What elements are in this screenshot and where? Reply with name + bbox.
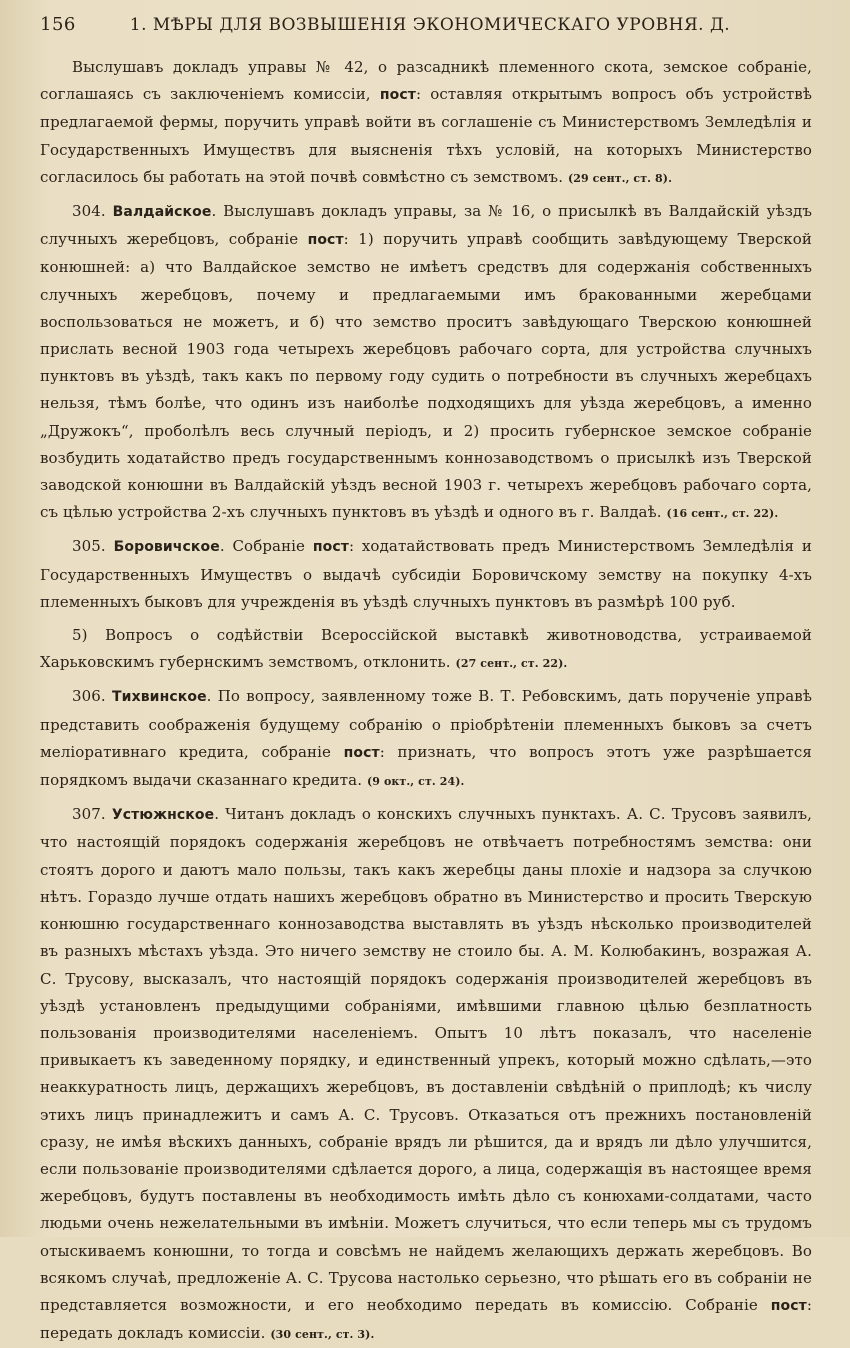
paragraph-text: : передать докладъ комиссіи. <box>40 1295 812 1343</box>
item-number: 304. <box>72 202 113 221</box>
paragraph-text: : 1) поручить управѣ сообщить завѣдующему Тверской конюшней: а) что Валдайское земство не имѣетъ средствъ для содержанія собственныхъ случныхъ жеребцовъ, почему и предлагаемыми имъ бракованными жеребцами воспользоваться не можетъ, и б) что земство проситъ завѣдующаго Тверскою конюшней прислать весной 1903 года четырехъ жеребцовъ рабочаго сорта, для устройства случныхъ пунктовъ въ уѣздѣ, такъ какъ по первому году судить о потребности въ случныхъ жеребцахъ нельзя, тѣмъ болѣе, что одинъ изъ наиболѣе подходящихъ для уѣзда жеребцовъ, а именно „Дружокъ“, проболѣлъ весь случный періодъ, и 2) просить губернское земское собраніе возбудить ходатайство предъ государственнымъ коннозаводствомъ о присылкѣ изъ Тверской заводской конюшни въ Валдайскій уѣздъ весной 1903 г. четырехъ жеребцовъ рабочаго сорта, съ цѣлью устройства 2-хъ случныхъ пунктовъ въ уѣздѣ и одного въ г. Валдаѣ. <box>40 230 812 522</box>
citation-ref: (9 окт., ст. 24). <box>366 775 465 789</box>
paragraph-text: : признать, что вопросъ этотъ уже разрѣшается порядкомъ выдачи сказаннаго кредита. <box>40 742 812 790</box>
resolution-keyword: пост <box>312 539 349 556</box>
resolution-keyword: пост <box>307 232 344 249</box>
district-name: Устюжнское <box>111 807 215 824</box>
paragraph-text: . Выслушавъ докладъ управы, за № 16, о присылкѣ въ Валдайскій уѣздъ случныхъ жеребцовъ, собраніе <box>40 202 812 249</box>
district-name: Тихвинское <box>112 689 207 706</box>
paragraph-text: : ходатайствовать предъ Министерствомъ Земледѣлія и Государственныхъ Имуществъ о выдачѣ субсидіи Боровичскому земству на покупку 4-хъ племенныхъ быковъ для учрежденія въ уѣздѣ случныхъ пунктовъ въ размѣрѣ 100 руб. <box>40 537 812 611</box>
page-header <box>40 14 812 48</box>
paragraph-text: . Читанъ докладъ о конскихъ случныхъ пунктахъ. А. С. Трусовъ заявилъ, что настоящій порядокъ содержанія жеребцовъ не отвѣчаетъ потребностямъ земства: они стоятъ дорого и даютъ мало пользы, такъ какъ жеребцы даны плохіе и надзора за случкою нѣтъ. Гораздо лучше отдать нашихъ жеребцовъ обратно въ Министерство и просить Тверскую конюшню государственнаго коннозаводства выставлять въ уѣздъ нѣсколько производителей въ разныхъ мѣстахъ уѣзда. Это ничего земству не стоило бы. А. М. Колюбакинъ, возражая А. С. Трусову, высказалъ, что настоящій порядокъ содержанія производителей жеребцовъ въ уѣздѣ установленъ предыдущими собраніями, имѣвшими главною цѣлью безплатность пользованія производителями населеніемъ. Опытъ 10 лѣтъ показалъ, что населеніе привыкаетъ къ заведенному порядку, и единственный упрекъ, который можно сдѣлать,—это неаккуратность лицъ, держащихъ жеребцовъ, въ доставленіи свѣдѣній о приплодѣ; къ числу этихъ лицъ принадлежитъ и самъ А. С. Трусовъ. Отказаться отъ прежнихъ постановленій сразу, не имѣя вѣскихъ данныхъ, собраніе врядъ ли рѣшится, да и врядъ ли дѣло улучшится, если пользованіе производителями сдѣлается дорого, а лица, содержащія въ настоящее время жеребцовъ, будутъ поставлены въ необходимость имѣть дѣло съ конюхами-солдатами, часто людьми очень нежелательными въ имѣніи. Можетъ случиться, что если теперь мы съ трудомъ отыскиваемъ конюшни, то тогда и совсѣмъ не найдемъ желающихъ держать жеребцовъ. Во всякомъ случаѣ, предложеніе А. С. Трусова настолько серьезно, что рѣшать его въ собраніи не представляется возможности, и его необходимо передать въ комиссію. Собраніе <box>40 805 812 1314</box>
district-name: Боровичское <box>113 539 220 556</box>
paragraph-text: . Собраніе <box>219 537 313 556</box>
citation-ref: (30 сент., ст. 3). <box>270 1328 375 1342</box>
paragraph-text: Выслушавъ докладъ управы № 42, о разсадникѣ племенного скота, земское собраніе, соглашаясь съ заключеніемъ комиссіи, <box>40 58 812 104</box>
paragraph-text: : оставляя открытымъ вопросъ объ устройствѣ предлагаемой фермы, поручить управѣ войти въ соглашеніе съ Министерствомъ Земледѣлія и Государственныхъ Имуществъ для выясненія тѣхъ условій, на которыхъ Министерство согласилось бы работать на этой почвѣ совмѣстно съ земствомъ. <box>40 85 812 186</box>
paragraph-304 <box>40 198 812 527</box>
citation-ref: (27 сент., ст. 22). <box>455 657 568 671</box>
resolution-keyword: пост <box>379 87 416 104</box>
resolution-keyword: пост <box>770 1297 807 1314</box>
paragraph-305 <box>40 533 812 616</box>
citation-ref: (16 сент., ст. 22). <box>666 507 779 521</box>
page-number: 156 <box>40 14 76 35</box>
paragraph-305-point-5 <box>40 622 812 677</box>
paragraph-text: . По вопросу, заявленному тоже В. Т. Ребовскимъ, дать порученіе управѣ представить соображенія будущему собранію о пріобрѣтеніи племенныхъ быковъ за счетъ меліоративнаго кредита, собраніе <box>40 687 812 761</box>
paragraph-text: 5) Вопросъ о содѣйствіи Всероссійской выставкѣ животноводства, устраиваемой Харьковскимъ губернскимъ земствомъ, отклонить. <box>40 626 812 672</box>
resolution-keyword: пост <box>343 744 380 761</box>
body-text <box>40 54 812 1348</box>
item-number: 306. <box>72 687 113 706</box>
running-head: 1. МѢРЫ ДЛЯ ВОЗВЫШЕНІЯ ЭКОНОМИЧЕСКАГО УРОВНЯ. Д. <box>129 15 731 35</box>
district-name: Валдайское <box>112 204 212 221</box>
citation-ref: (29 сент., ст. 8). <box>567 171 672 185</box>
paragraph-307 <box>40 801 812 1348</box>
item-number: 305. <box>72 537 114 556</box>
paragraph-306 <box>40 683 812 795</box>
item-number: 307. <box>72 805 112 824</box>
paragraph-intro <box>40 54 812 192</box>
